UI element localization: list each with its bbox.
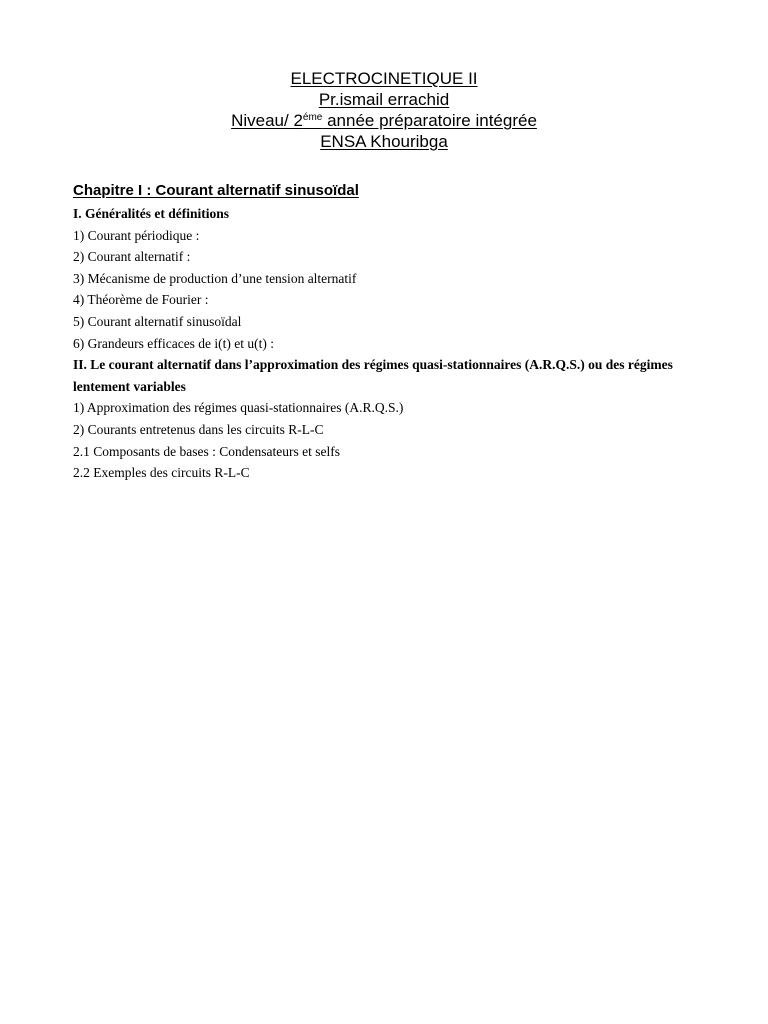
outline-item-2-2: 2) Courants entretenus dans les circuits R-L-C xyxy=(73,421,324,437)
level-suffix: année préparatoire intégrée xyxy=(322,111,537,130)
level-prefix: Niveau/ 2 xyxy=(231,111,303,130)
school-name: ENSA Khouribga xyxy=(320,132,448,151)
outline-item-1-2: 2) Courant alternatif : xyxy=(73,249,191,265)
section-heading-1: I. Généralités et définitions xyxy=(73,206,229,221)
outline-item-1-1: 1) Courant périodique : xyxy=(73,227,200,243)
outline-item-1-6: 6) Grandeurs efficaces de i(t) et u(t) : xyxy=(73,335,275,351)
outline-item-1-5: 5) Courant alternatif sinusoïdal xyxy=(73,313,242,329)
section-heading-2: II. Le courant alternatif dans l’approximation des régimes quasi-stationnaires (A.R.Q.S.) ou des régimes lentement variables xyxy=(73,357,673,394)
chapter-outline xyxy=(73,203,693,484)
professor-name: Pr.ismail errachid xyxy=(318,90,450,109)
outline-item-2-2-2: 2.2 Exemples des circuits R-L-C xyxy=(73,465,250,481)
document-header xyxy=(0,68,768,152)
level-superscript: éme xyxy=(302,112,323,123)
level-line xyxy=(0,110,768,131)
chapter-title: Chapitre I : Courant alternatif sinusoïdal xyxy=(73,182,359,199)
outline-item-1-3: 3) Mécanisme de production d’une tension alternatif xyxy=(73,270,357,286)
outline-item-2-2-1: 2.1 Composants de bases : Condensateurs et selfs xyxy=(73,443,340,459)
outline-item-2-1: 1) Approximation des régimes quasi-stationnaires (A.R.Q.S.) xyxy=(73,400,404,416)
course-title: ELECTROCINETIQUE II xyxy=(290,69,478,88)
outline-item-1-4: 4) Théorème de Fourier : xyxy=(73,292,209,308)
